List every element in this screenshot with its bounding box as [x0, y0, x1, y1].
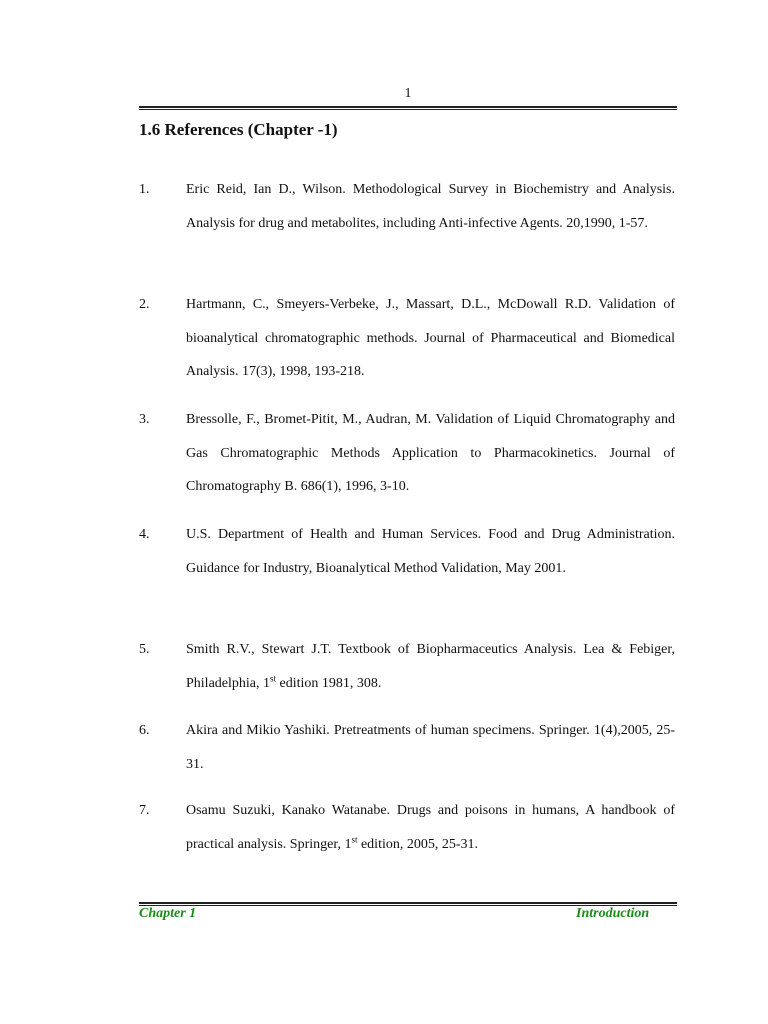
reference-text-part: edition 1981, 308.: [276, 675, 382, 691]
reference-text-part: Smith R.V., Stewart J.T. Textbook of Biopharmaceutics Analysis. Lea & Febiger, Philadelphia, 1: [186, 642, 675, 691]
reference-number: 6.: [139, 723, 150, 738]
section-title: 1.6 References (Chapter -1): [139, 120, 338, 139]
footer-chapter-label: Chapter 1: [139, 906, 197, 921]
ordinal-superscript: st: [351, 833, 358, 844]
footer-section-label: Introduction: [576, 906, 650, 921]
reference-text: Akira and Mikio Yashiki. Pretreatments of human specimens. Springer. 1(4),2005, 25-31.: [186, 723, 675, 772]
reference-number: 3.: [139, 412, 150, 427]
reference-number: 2.: [139, 297, 150, 312]
reference-text: Hartmann, C., Smeyers-Verbeke, J., Massart, D.L., McDowall R.D. Validation of bioanalytical chromatographic methods. Journal of Pharmaceutical and Biomedical Analysis. 17(3), 1998, 193-218.: [186, 297, 675, 379]
reference-text: Bressolle, F., Bromet-Pitit, M., Audran, M. Validation of Liquid Chromatography and Gas Chromatographic Methods Application to Pharmacokinetics. Journal of Chromatography B. 686(1), 1996, 3-10.: [186, 412, 675, 494]
reference-text-part: Osamu Suzuki, Kanako Watanabe. Drugs and poisons in humans, A handbook of practical analysis. Springer, 1: [186, 803, 675, 852]
reference-text: U.S. Department of Health and Human Services. Food and Drug Administration. Guidance for Industry, Bioanalytical Method Validation, May 2001.: [186, 527, 675, 576]
header-rule: [139, 106, 677, 110]
reference-number: 5.: [139, 642, 150, 657]
reference-text: Eric Reid, Ian D., Wilson. Methodological Survey in Biochemistry and Analysis. Analysis for drug and metabolites, including Anti-infective Agents. 20,1990, 1-57.: [186, 182, 675, 231]
page-number: 1: [404, 86, 412, 101]
ordinal-superscript: st: [270, 672, 277, 683]
reference-text-part: edition, 2005, 25-31.: [357, 836, 479, 852]
reference-number: 1.: [139, 182, 150, 197]
reference-number: 4.: [139, 527, 150, 542]
reference-text: [186, 794, 675, 861]
reference-text: [186, 633, 675, 700]
reference-number: 7.: [139, 803, 150, 818]
